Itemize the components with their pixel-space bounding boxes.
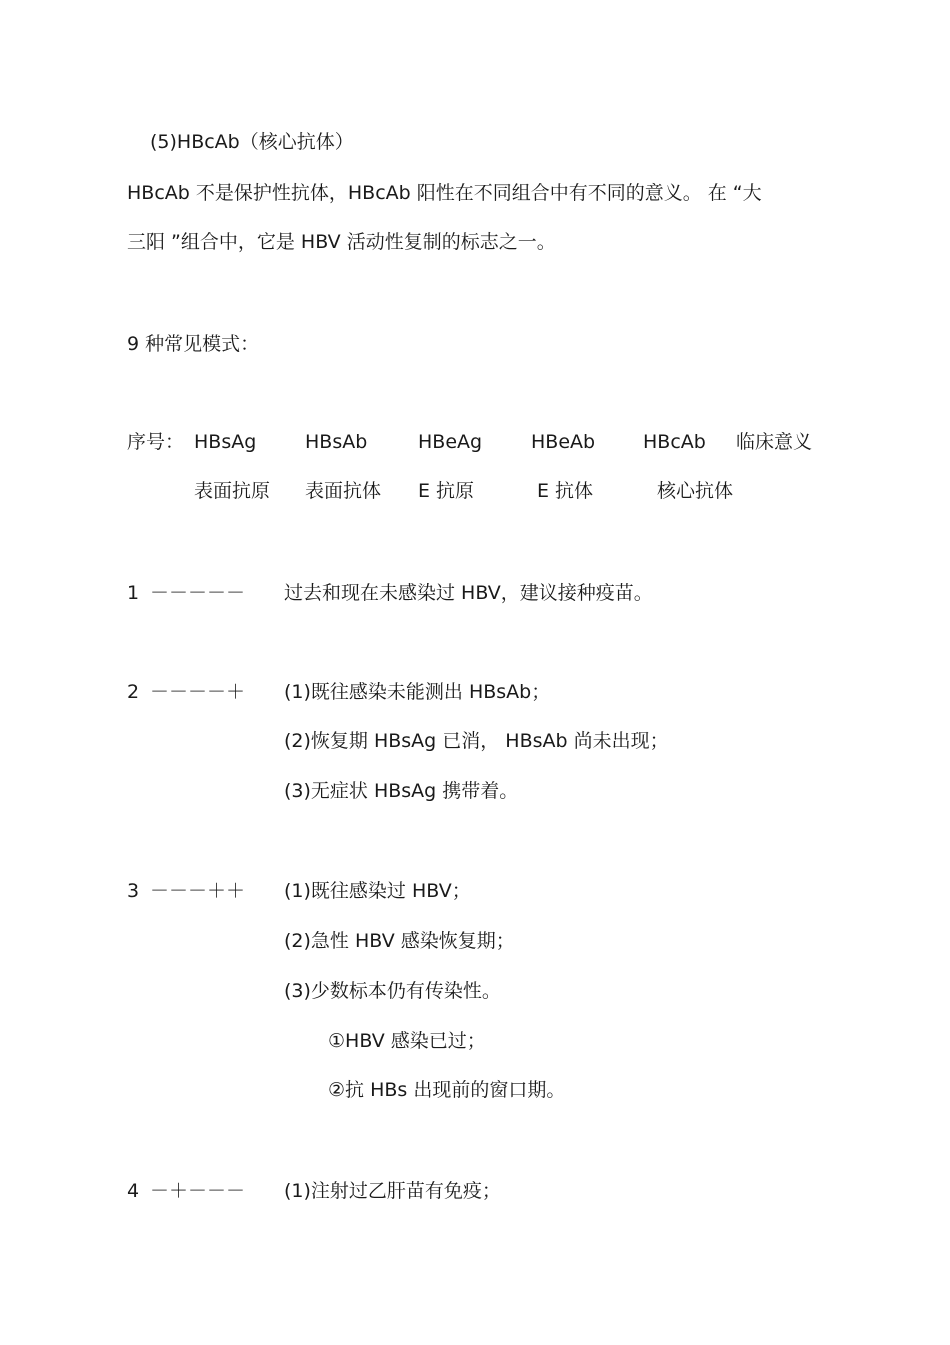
pattern-meaning: (1)注射过乙肝苗有免疫； [284,1180,501,1202]
pattern-number: 4 [127,1180,140,1202]
pattern-meaning: (2)急性 HBV 感染恢复期； [284,930,515,952]
header-index: 序号： [127,431,185,453]
header-hbsab-desc: 表面抗体 [305,480,382,502]
intro-line-2: 三阳 ”组合中，它是 HBV 活动性复制的标志之一。 [127,231,556,253]
pattern-meaning: (3)无症状 HBsAg 携带着。 [284,780,519,802]
pattern-meaning: (2)恢复期 HBsAg 已消， HBsAb 尚未出现； [284,730,669,752]
pattern-signs: －＋－－－ [150,1180,246,1202]
header-hbsag: HBsAg [194,431,257,453]
header-hbcab-desc: 核心抗体 [657,480,734,502]
pattern-signs: －－－－－ [150,582,246,604]
pattern-meaning: 过去和现在未感染过 HBV，建议接种疫苗。 [284,582,653,604]
patterns-heading: 9 种常见模式： [127,333,260,355]
pattern-number: 2 [127,681,140,703]
header-hbeag: HBeAg [418,431,483,453]
header-hbcab: HBcAb [643,431,706,453]
pattern-meaning: (1)既往感染过 HBV； [284,880,471,902]
pattern-sub-meaning: ②抗 HBs 出现前的窗口期。 [328,1079,566,1101]
section-heading: (5)HBcAb（核心抗体） [150,131,354,153]
header-hbsab: HBsAb [305,431,368,453]
pattern-signs: －－－－＋ [150,681,246,703]
pattern-sub-meaning: ①HBV 感染已过； [328,1030,486,1052]
pattern-number: 1 [127,582,140,604]
header-hbeag-desc: E 抗原 [418,480,475,502]
pattern-meaning: (3)少数标本仍有传染性。 [284,980,501,1002]
header-hbeab: HBeAb [531,431,596,453]
pattern-signs: －－－＋＋ [150,880,246,902]
intro-line-1: HBcAb 不是保护性抗体，HBcAb 阳性在不同组合中有不同的意义。 在 “大 [127,182,762,204]
header-clinical: 临床意义 [736,431,813,453]
header-hbeab-desc: E 抗体 [537,480,594,502]
pattern-number: 3 [127,880,140,902]
header-hbsag-desc: 表面抗原 [194,480,271,502]
pattern-meaning: (1)既往感染未能测出 HBsAb； [284,681,551,703]
